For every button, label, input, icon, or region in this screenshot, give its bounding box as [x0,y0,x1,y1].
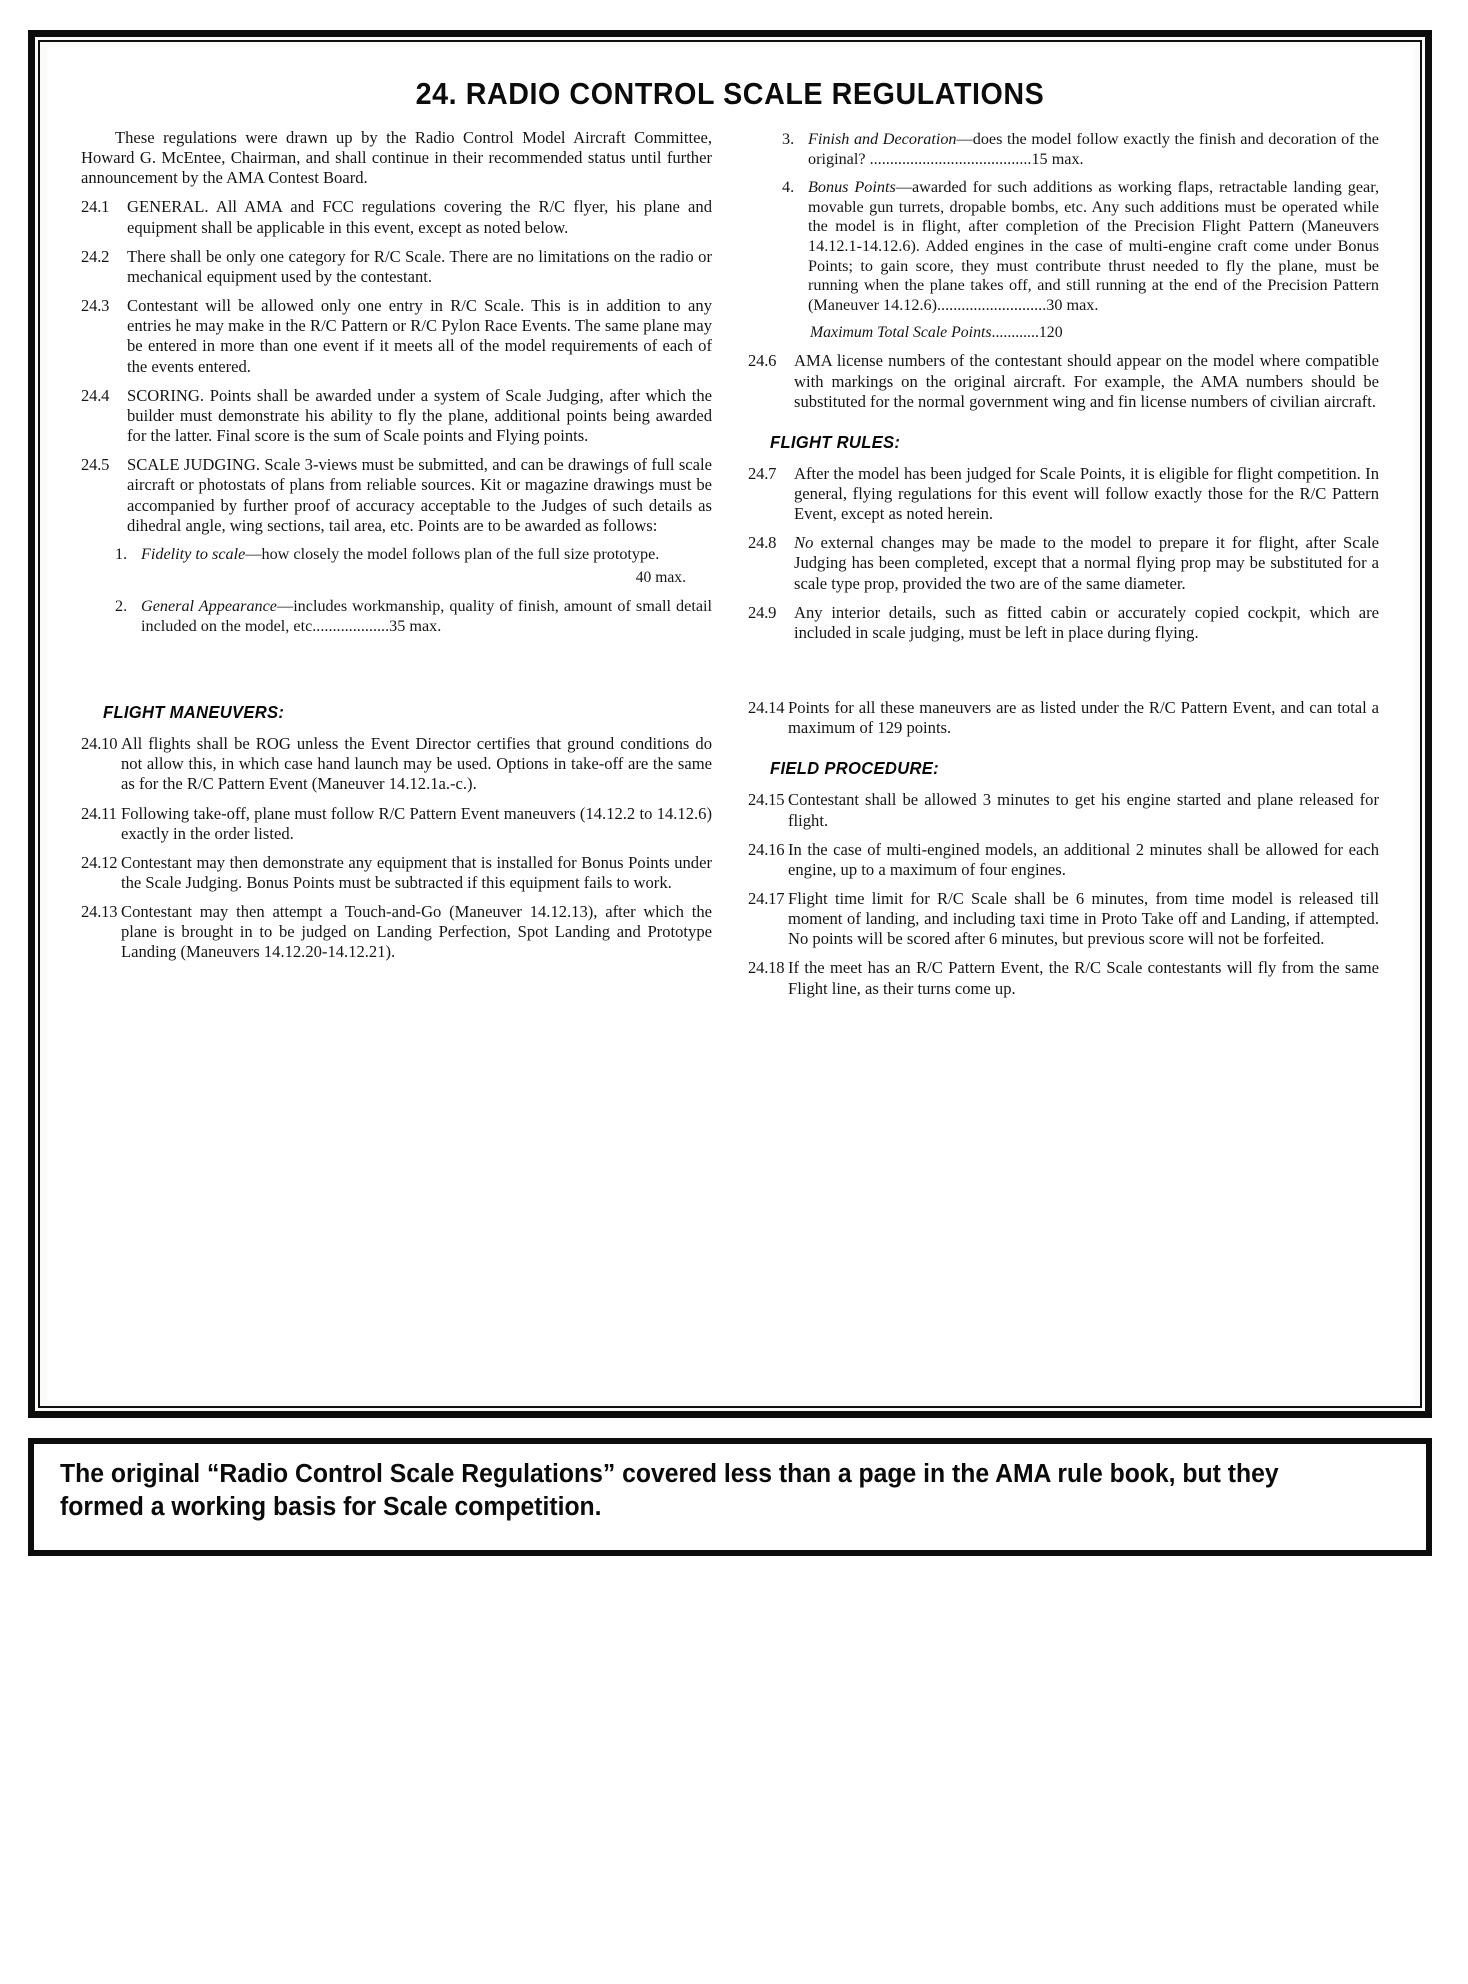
rule-number: 24.15 [748,790,785,810]
rule-text: Flight time limit for R/C Scale shall be 6 minutes, from time model is released till moment of landing, and including taxi time in Proto Take off and Landing, if attempted. No points will be scored after 6 minutes, but previous score will not be forfeited. [788,889,1379,949]
rule-number: 24.2 [81,246,110,266]
lower-columns [47,698,1413,1008]
scale-judging-item-4 [782,178,1379,315]
rule-24-18 [748,958,1379,998]
intro-paragraph: These regulations were drawn up by the Radio Control Model Aircraft Committee, Howard G. McEntee, Chairman, and shall continue in their recommended status until further announcement by the AMA Contest Board. [81,128,712,188]
subrule-body: —how closely the model follows plan of the full size prototype. [245,544,660,563]
rule-number: 24.3 [81,296,110,316]
subrule-text [808,130,1379,169]
rule-24-15 [748,790,1379,830]
rule-number: 24.5 [81,455,110,475]
page-title: 24. RADIO CONTROL SCALE REGULATIONS [415,77,1045,111]
rule-text: GENERAL. All AMA and FCC regulations covering the R/C flyer, his plane and equipment shall be applicable in this event, except as noted below. [127,197,712,237]
subrule-term: General Appearance [141,597,277,616]
rule-number: 24.18 [748,958,785,978]
lower-right-column [748,698,1379,1008]
rule-text: AMA license numbers of the contestant should appear on the model where compatible with markings on the original aircraft. For example, the AMA numbers should be substituted for the normal government wing and fin license numbers of civilian aircraft. [794,351,1379,411]
rule-24-3 [81,296,712,377]
rule-italic-lead: No [794,533,814,553]
rule-24-4 [81,386,712,446]
rule-number: 24.6 [748,351,777,371]
rule-number: 24.7 [748,463,777,483]
rule-text: Contestant may then demonstrate any equipment that is installed for Bonus Points under the Scale Judging. Bonus Points must be subtracted if this equipment fails to work. [121,852,712,892]
rule-body: external changes may be made to the model to prepare it for flight, after Scale Judging has been completed, except that a normal flying prop may be substituted for a scale type prop, provided the two are of the same diameter. [794,533,1379,593]
rule-number: 24.10 [81,734,118,754]
rule-24-2 [81,247,712,287]
rule-24-12 [81,853,712,893]
rule-text: Any interior details, such as fitted cabin or accurately copied cockpit, which are included in scale judging, must be left in place during flying. [794,602,1379,642]
subrule-number: 2. [115,597,128,616]
subrule-number: 4. [782,178,795,197]
rule-number: 24.17 [748,889,785,908]
rule-24-13 [81,902,712,962]
subrule-term: Bonus Points [808,178,896,197]
maximum-total-scale-points-line [810,324,1379,342]
rule-text: Contestant may then attempt a Touch-and-Go (Maneuver 14.12.13), after which the plane is brought in to be judged on Landing Perfection, Spot Landing and Prototype Landing (Maneuvers 14.12.20-14.12.21). [121,902,712,962]
scale-judging-item-2 [115,597,712,636]
rule-text: There shall be only one category for R/C Scale. There are no limitations on the radio or mechanical equipment used by the contestant. [127,246,712,286]
rule-number: 24.11 [81,803,117,823]
rule-number: 24.8 [748,533,777,553]
rule-number: 24.12 [81,852,118,872]
caption-box [28,1438,1432,1556]
rule-text: All flights shall be ROG unless the Event Director certifies that ground conditions do not allow this, in which case hand launch may be used. Options in take-off are the same as for the R/C Pattern Event (Maneuver 14.12.1a.-c.). [121,734,712,794]
rule-24-1 [81,197,712,237]
rule-24-8 [748,533,1379,593]
upper-right-column [748,128,1379,652]
rule-24-16 [748,840,1379,880]
page-content [47,47,1413,1401]
subrule-term: Finish and Decoration [808,130,957,148]
flight-maneuvers-heading: FLIGHT MANEUVERS: [103,702,285,723]
field-procedure-heading: FIELD PROCEDURE: [770,758,939,779]
scale-judging-item-1 [115,545,712,565]
maximum-total-label: Maximum Total Scale Points [810,324,992,342]
rule-number: 24.1 [81,197,110,217]
subrule-body: —awarded for such additions as working flaps, retractable landing gear, movable gun turrets, dropable bombs, etc. Any such additions must be operated while the model is in flight, after completion of the Precision Flight Pattern (Maneuvers 14.12.1-14.12.6). Added engines in the case of multi-engine craft come under Bonus Points; to gain score, they must contribute thrust needed to fly the plane, must be running when the plane takes off, and still running at the end of the Precision Pattern (Maneuver 14.12.6)...........................30 max. [808,178,1379,314]
rule-text: Contestant shall be allowed 3 minutes to get his engine started and plane released for flight. [788,790,1379,830]
subrule-number: 3. [782,130,795,148]
subrule-body: —includes workmanship, quality of finish, amount of small detail included on the model, etc...................35 max. [141,597,712,635]
rule-24-17 [748,889,1379,949]
subrule-term: Fidelity to scale [141,544,246,563]
rule-24-14 [748,698,1379,738]
lower-left-column [81,698,712,1008]
rule-text: Points for all these maneuvers are as listed under the R/C Pattern Event, and can total a maximum of 129 points. [788,698,1379,738]
upper-left-column [81,128,712,652]
subrule-text [141,597,712,636]
caption-text: The original “Radio Control Scale Regulations” covered less than a page in the AMA rule book, but they formed a working basis for Scale competition. [60,1460,1279,1522]
rule-24-7 [748,464,1379,524]
rule-number: 24.16 [748,839,785,859]
rule-number: 24.4 [81,385,110,405]
subrule-text [141,545,712,565]
rule-24-6 [748,351,1379,411]
subrule-body: —does the model follow exactly the finish and decoration of the original? ........................................15 max. [808,130,1379,168]
rule-text: In the case of multi-engined models, an additional 2 minutes shall be allowed for each engine, up to a maximum of four engines. [788,839,1379,879]
rule-text: SCALE JUDGING. Scale 3-views must be submitted, and can be drawings of full scale aircraft or photostats of plans from reliable sources. Kit or magazine drawings must be accompanied by further proof of accuracy acceptable to the Judges of such details as dihedral angle, wing sections, tail area, etc. Points are to be awarded as follows: [127,455,712,535]
scanned-page-frame [28,30,1432,1418]
rule-24-11 [81,804,712,844]
rule-text: SCORING. Points shall be awarded under a system of Scale Judging, after which the builder must demonstrate his ability to fly the plane, additional points being awarded for the latter. Final score is the sum of Scale points and Flying points. [127,385,712,446]
subrule-number: 1. [115,544,128,563]
rule-text: Following take-off, plane must follow R/C Pattern Event maneuvers (14.12.2 to 14.12.6) exactly in the order listed. [121,803,712,843]
maximum-total-value: ............120 [991,324,1063,342]
scale-judging-item-1-max: 40 max. [635,569,686,587]
scale-judging-item-3 [782,130,1379,169]
rule-text: After the model has been judged for Scale Points, it is eligible for flight competition. In general, flying regulations for this event will follow exactly those for the R/C Pattern Event, except as noted herein. [794,463,1379,524]
rule-number: 24.9 [748,602,777,622]
rule-text: If the meet has an R/C Pattern Event, the R/C Scale contestants will fly from the same Flight line, as their turns come up. [788,958,1379,998]
rule-24-10 [81,734,712,794]
rule-number: 24.13 [81,902,118,922]
flight-rules-heading: FLIGHT RULES: [770,431,901,452]
upper-columns [47,128,1413,652]
subrule-text [808,178,1379,315]
rule-24-5 [81,455,712,536]
rule-number: 24.14 [748,698,785,718]
rule-24-9 [748,603,1379,643]
rule-text [794,533,1379,593]
rule-text: Contestant will be allowed only one entry in R/C Scale. This is in addition to any entries he may make in the R/C Pattern or R/C Pylon Race Events. The same plane may be entered in more than one event if it meets all of the model requirements of each of the events entered. [127,296,712,376]
